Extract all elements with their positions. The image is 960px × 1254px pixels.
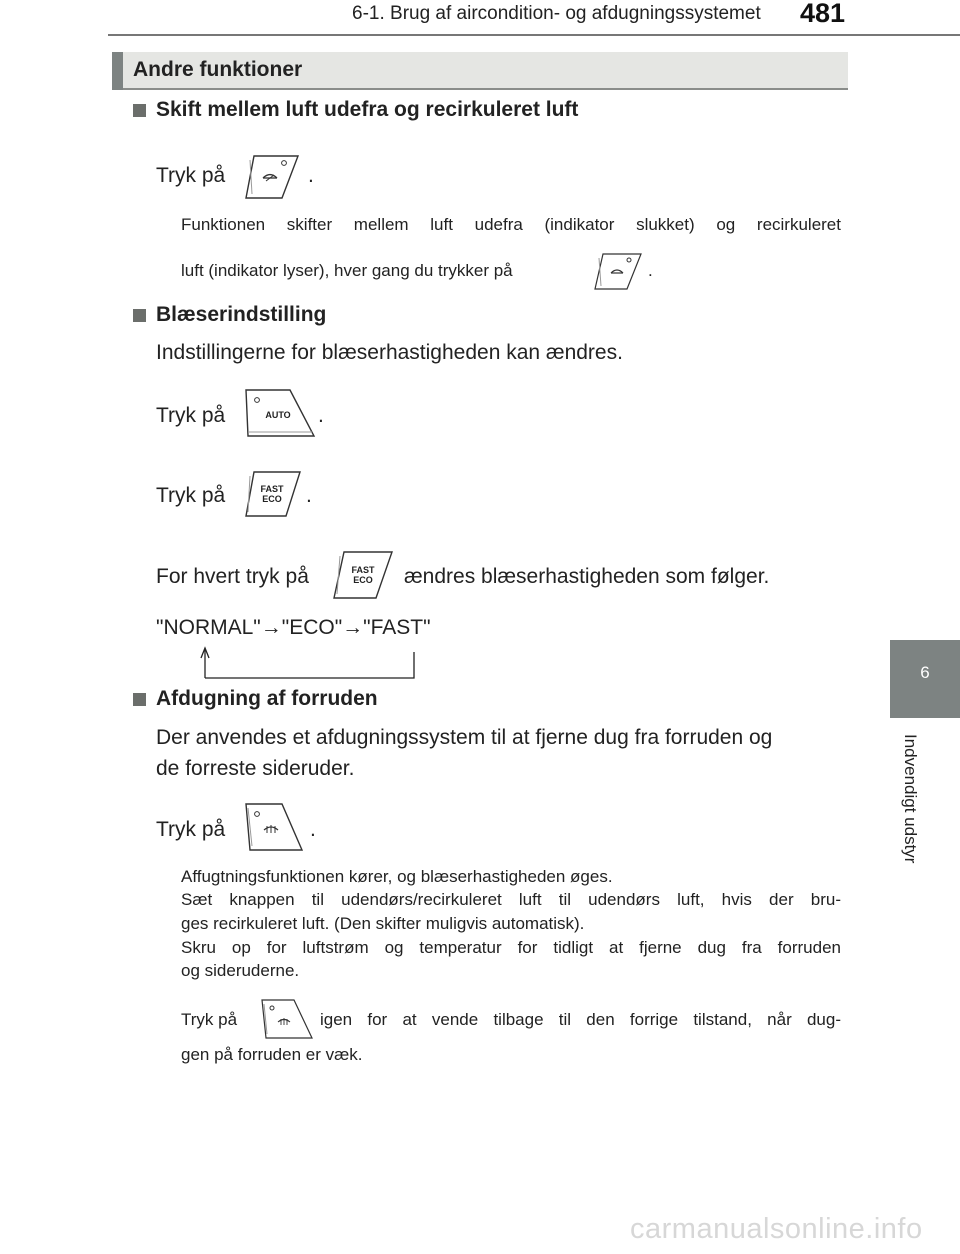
defog-note3-line2: og sideruderne. — [181, 961, 300, 980]
defog-heading: Afdugning af forruden — [156, 687, 378, 710]
blower-heading: Blæserindstilling — [156, 303, 327, 326]
fast-label: FAST — [260, 484, 284, 494]
blower-each-press-before: For hvert tryk på — [156, 565, 309, 588]
fast-eco-button-icon — [240, 468, 306, 520]
section-bar-marker — [112, 52, 123, 90]
defog-note2-line1: Sæt knappen til udendørs/recirkuleret luft til udendørs luft, hvis der bru- — [181, 890, 841, 909]
loop-arrow-icon — [198, 644, 420, 682]
auto-button-icon — [240, 384, 318, 440]
recirc-desc-line2: luft (indikator lyser), hver gang du trykker på — [181, 261, 513, 280]
recirc-heading: Skift mellem luft udefra og recirkuleret luft — [156, 98, 579, 121]
defog-intro-line2: de forreste sideruder. — [156, 757, 355, 780]
blower-each-press-after: ændres blæserhastigheden som følger. — [404, 565, 770, 588]
defog-return-after: igen for at vende tilbage til den forrige tilstand, når dug- — [320, 1010, 841, 1029]
recirc-press-text: Tryk på — [156, 164, 226, 187]
square-bullet-icon — [133, 693, 146, 706]
eco-label: ECO — [262, 494, 282, 504]
watermark: carmanualsonline.info — [630, 1213, 923, 1245]
recirc-desc-line1: Funktionen skifter mellem luft udefra (indikator slukket) og recirkuleret — [181, 215, 841, 234]
blower-press-fast-end: . — [306, 484, 312, 507]
header-rule — [108, 34, 960, 36]
defog-note2-line2: ges recirkuleret luft. (Den skifter muligvis automatisk). — [181, 914, 585, 933]
running-header: 6-1. Brug af aircondition- og afdugningssystemet — [352, 3, 761, 24]
windshield-defog-button-icon — [240, 800, 306, 854]
recirc-press-end: . — [308, 164, 314, 187]
recirculation-button-icon — [591, 250, 645, 292]
eco-label: ECO — [353, 575, 373, 585]
page-number: 481 — [800, 0, 846, 28]
blower-sequence: "NORMAL"→"ECO"→"FAST" — [156, 616, 431, 639]
defog-press-end: . — [310, 818, 316, 841]
defog-press-text: Tryk på — [156, 818, 226, 841]
fast-eco-button-icon — [328, 548, 398, 602]
blower-press-auto-end: . — [318, 404, 324, 427]
windshield-defog-button-icon — [256, 996, 316, 1042]
section-title: Andre funktioner — [133, 58, 303, 81]
blower-press-auto-text: Tryk på — [156, 404, 226, 427]
square-bullet-icon — [133, 104, 146, 117]
defog-note1: Affugtningsfunktionen kører, og blæserhastigheden øges. — [181, 867, 613, 886]
blower-press-fast-text: Tryk på — [156, 484, 226, 507]
defog-intro-line1: Der anvendes et afdugningssystem til at fjerne dug fra forruden og — [156, 726, 773, 749]
chapter-label: Indvendigt udstyr — [901, 734, 920, 864]
defog-note3-line1: Skru op for luftstrøm og temperatur for tidligt at fjerne dug fra forruden — [181, 938, 841, 957]
auto-button-label: AUTO — [265, 410, 291, 420]
blower-intro: Indstillingerne for blæserhastigheden kan ændres. — [156, 341, 623, 364]
recirc-desc-end: . — [648, 261, 653, 280]
defog-return-before: Tryk på — [181, 1010, 238, 1029]
recirculation-button-icon — [240, 150, 304, 202]
chapter-number: 6 — [920, 663, 930, 682]
square-bullet-icon — [133, 309, 146, 322]
fast-label: FAST — [351, 565, 375, 575]
defog-return-line2: gen på forruden er væk. — [181, 1045, 363, 1064]
